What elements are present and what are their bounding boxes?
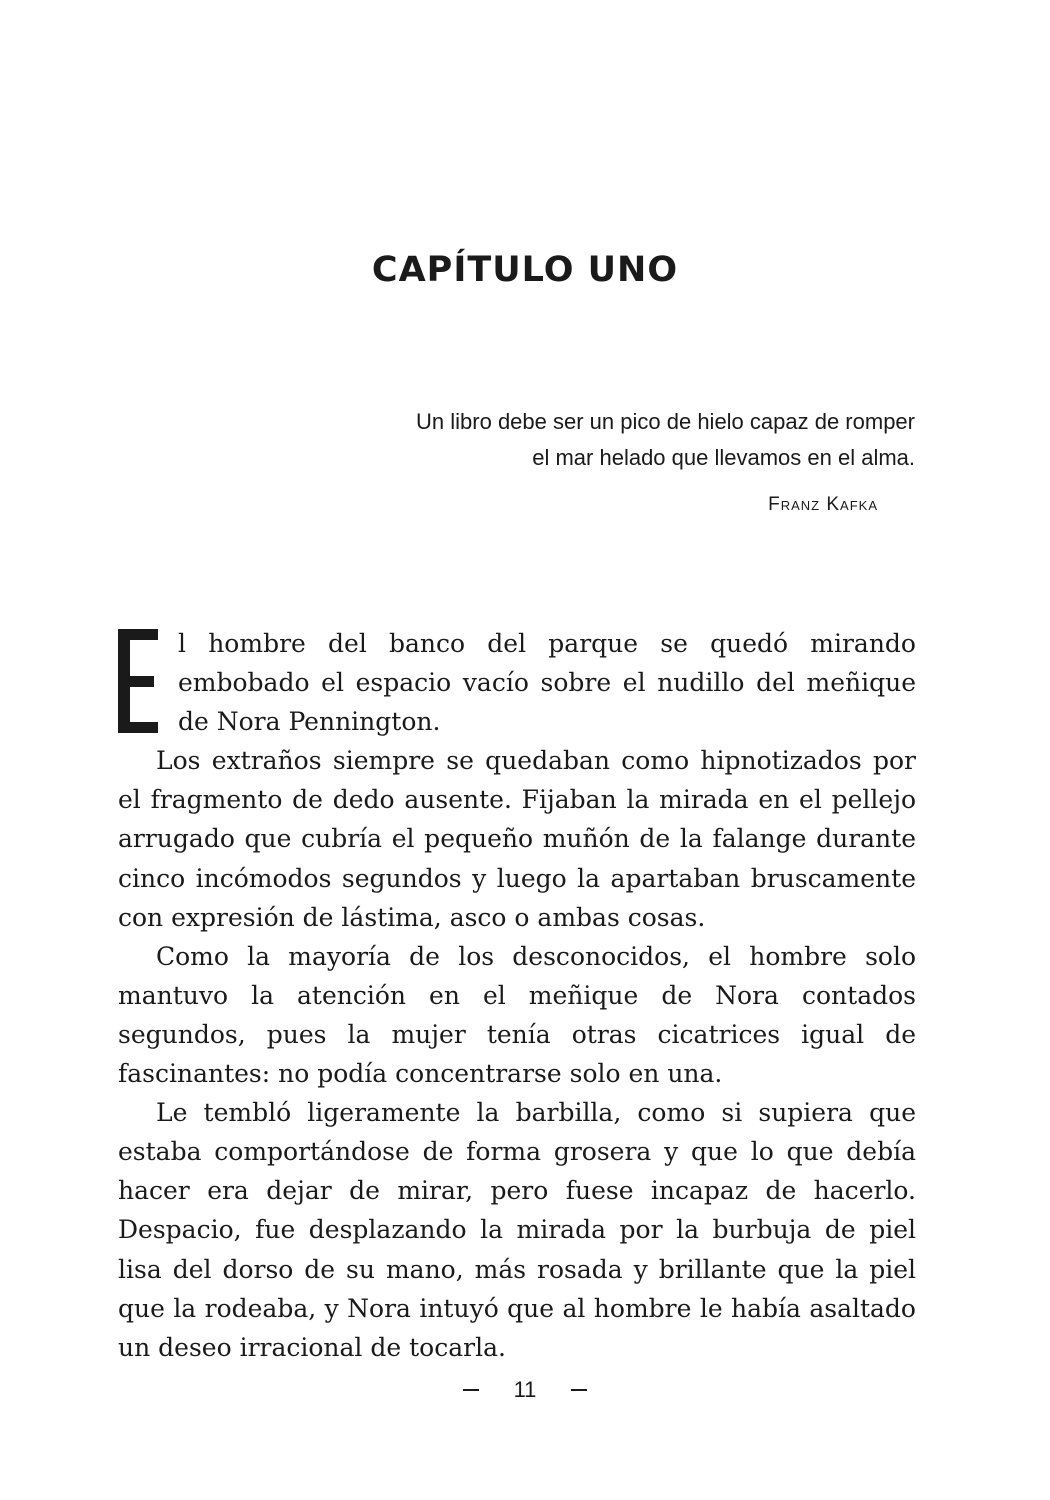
chapter-body [118,624,916,1367]
epigraph [315,404,915,476]
paragraph-text: l hombre del banco del parque se quedó mirando embobado el espacio vacío sobre el nudillo del meñique de Nora Pennington. [178,629,916,737]
paragraph: Los extraños siempre se quedaban como hipnotizados por el fragmento de dedo ausente. Fijaban la mirada en el pellejo arrugado que cubría el pequeño muñón de la falange durante cinco incómodos segundos y luego la apartaban bruscamente con expresión de lástima, asco o ambas cosas. [118,746,916,932]
page-number-footer [0,1376,1050,1403]
folio-dash-left [463,1389,479,1391]
epigraph-line: Un libro debe ser un pico de hielo capaz de romper [416,409,915,434]
chapter-title: CAPÍTULO UNO [371,250,679,290]
drop-cap-letter [118,629,158,733]
folio-dash-right [571,1389,587,1391]
epigraph-line: el mar helado que llevamos en el alma. [532,445,915,470]
epigraph-author: Franz Kafka [768,494,878,515]
opening-paragraph [118,624,916,741]
paragraph: Le tembló ligeramente la barbilla, como si supiera que estaba comportándose de forma grosera y que lo que debía hacer era dejar de mirar, pero fuese incapaz de hacerlo. Despacio, fue desplazando la mirada por la burbuja de piel lisa del dorso de su mano, más rosada y brillante que la piel que la rodeaba, y Nora intuyó que al hombre le había asaltado un deseo irracional de tocarla. [118,1098,916,1362]
paragraph: Como la mayoría de los desconocidos, el hombre solo mantuvo la atención en el meñique de Nora contados segundos, pues la mujer tenía otras cicatrices igual de fascinantes: no podía concentrarse solo en una. [118,941,916,1089]
page-number: 11 [513,1377,537,1403]
